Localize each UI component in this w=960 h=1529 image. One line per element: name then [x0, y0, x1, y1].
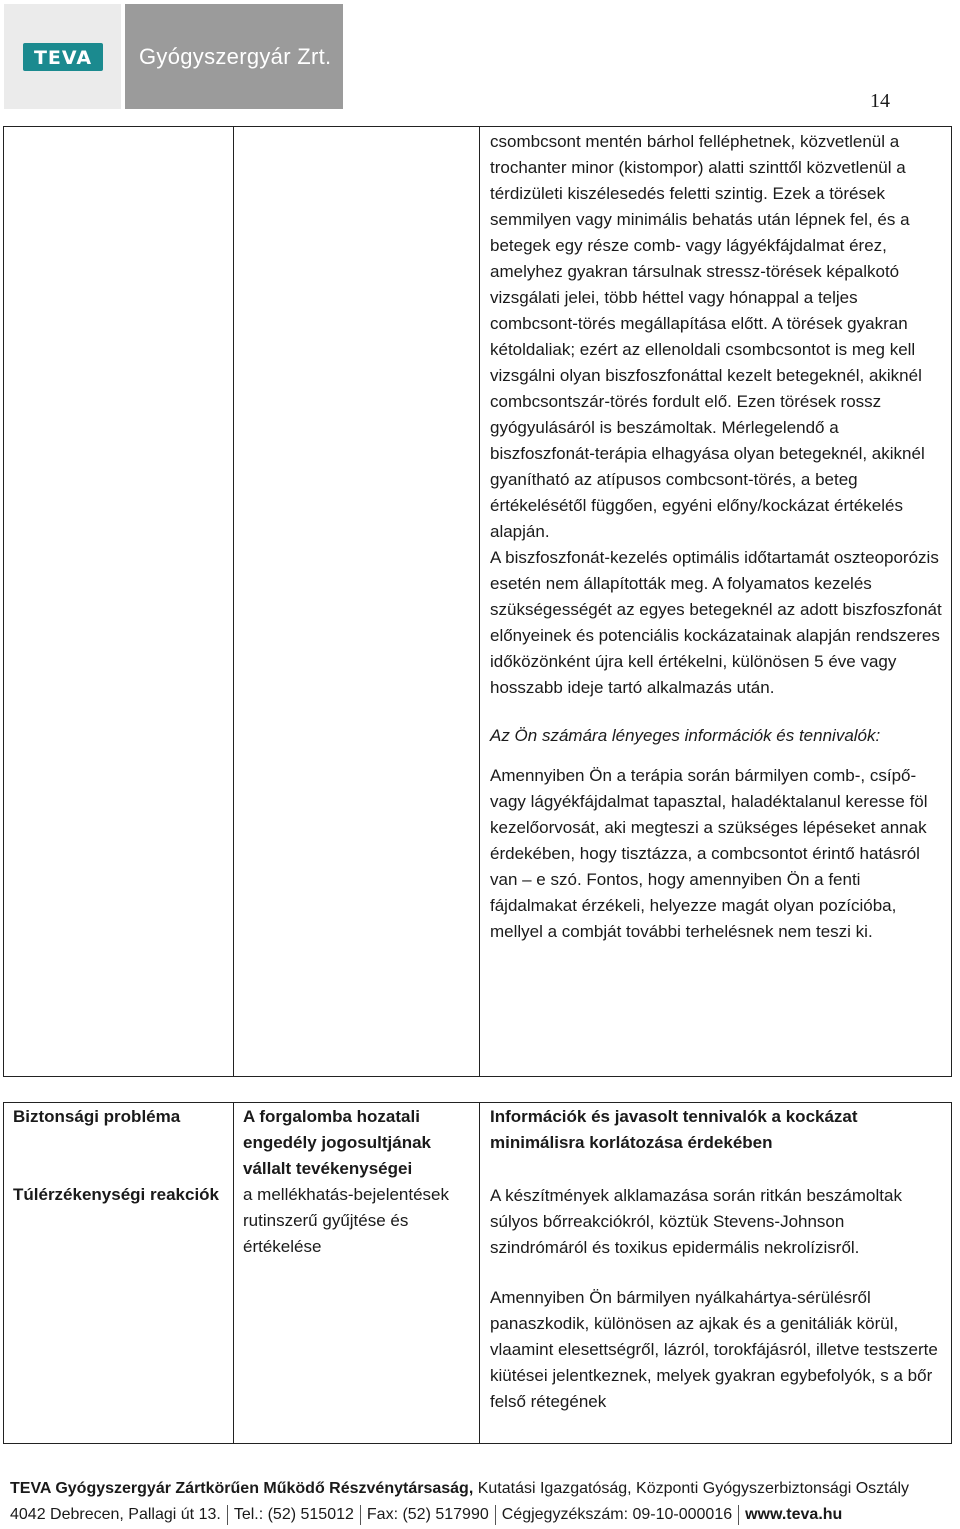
footer-registry: Cégjegyzékszám: 09-10-000016: [501, 1506, 733, 1523]
cell-safety-issue: [4, 1103, 234, 1444]
teva-logo-icon: [23, 43, 103, 71]
header-risk-minimisation: Információk és javasolt tennivalók a kockázat minimálisra korlátozása érdekében: [490, 1107, 858, 1152]
info-heading: Az Ön számára lényeges információk és tennivalók:: [490, 726, 881, 745]
paragraph-fracture-description: csombcsont mentén bárhol felléphetnek, közvetlenül a trochanter minor (kistompor) alatti szinttől közvetlenül a térdizületi kiszélesedés feletti szintig. Ezek a törések semmilyen vagy minimális behatás után lépnek fel, és a betegek egy része comb- vagy lágyékfájdalmat érez, amelyhez gyakran társulnak stressz-törések képalkotó vizsgálati jelei, több héttel vagy hónappal a teljes combcsont-törés megállapítása előtt. A törések gyakran kétoldaliak; ezért az ellenoldali csombcsontot is meg kell vizsgálni olyan biszfoszfonáttal kezelt betegeknél, akiknél combcsontszár-törés fordult elő. Ezen törések rossz gyógyulásáról is beszámoltak. Mérlegelendő a biszfoszfonát-terápia elhagyása olyan betegeknél, akiknél gyanítható az atípusos combcsont-törés, a beteg értékelésétől függően, egyéni előny/kockázat értékelés alapján.: [490, 132, 925, 541]
paragraph-treatment-duration: A biszfoszfonát-kezelés optimális időtartamát oszteoporózis esetén nem állapították meg. A folyamatos kezelés szükségességét az egyes betegeknél az adott biszfoszfonát előnyeinek és potenciális kockázatainak alapján rendszeres időközönként újra kell értékelni, különösen 5 éve vagy hosszabb ideje tartó alkalmazás után.: [490, 548, 942, 697]
cell-activities: [234, 1103, 480, 1444]
footer-company-name: TEVA Gyógyszergyár Zártkörűen Működő Részvénytársaság,: [10, 1480, 474, 1497]
cell-risk-minimisation: [480, 1103, 952, 1444]
footer-department: Kutatási Igazgatóság, Központi Gyógyszerbiztonsági Osztály: [473, 1480, 910, 1497]
footer-website-link[interactable]: www.teva.hu: [745, 1506, 843, 1523]
paragraph-skin-reactions: A készítmények alklamazása során ritkán beszámoltak súlyos bőrreakciókról, köztük Stevens-Johnson szindrómáról és toxikus epidermális nekrolízisről.: [490, 1186, 902, 1257]
risk-table-continued: [3, 126, 952, 1077]
footer-company-line: [10, 1476, 955, 1502]
paragraph-patient-advice: Amennyiben Ön a terápia során bármilyen comb-, csípő- vagy lágyékfájdalmat tapasztal, haladéktalanul keresse föl kezelőorvosát, aki megteszi a szükséges lépéseket annak érdekében, hogy tisztázza, a combcsontot érintő hatásról van – e szó. Fontos, hogy amennyiben Ön a fenti fájdalmakat érzékeli, helyezze magát olyan pozícióba, mellyel a combját további terhelésnek nem teszi ki.: [490, 766, 928, 941]
header-activities: A forgalomba hozatali engedély jogosultjának vállalt tevékenységei: [243, 1107, 431, 1178]
risk-table-hypersensitivity: [3, 1102, 952, 1444]
teva-logo: [4, 4, 121, 109]
company-name: Gyógyszergyár Zrt.: [125, 4, 343, 109]
cell-activities-empty: [234, 127, 480, 1077]
footer-address: 4042 Debrecen, Pallagi út 13.: [10, 1506, 221, 1523]
paragraph-mucosal-advice: Amennyiben Ön bármilyen nyálkahártya-sérülésről panaszkodik, különösen az ajkak és a genitáliák körül, vlaamint elesettségről, lázról, torokfájásról, illetve testszerte kiütései jelentkeznek, melyek gyakran egybefolyók, s a bőr felső rétegének: [490, 1288, 938, 1411]
footer-contact-line: [10, 1502, 955, 1528]
svg-text:TEVA: TEVA: [33, 46, 92, 69]
cell-information: [480, 127, 952, 1077]
header-logo: [4, 4, 343, 109]
activities-value: a mellékhatás-bejelentések rutinszerű gyűjtése és értékelése: [243, 1185, 450, 1256]
safety-issue-value: Túlérzékenységi reakciók: [13, 1185, 220, 1204]
footer-fax: Fax: (52) 517990: [366, 1506, 489, 1523]
header-safety-issue: Biztonsági probléma: [13, 1107, 181, 1126]
page-number: 14: [870, 90, 890, 112]
footer-tel: Tel.: (52) 515012: [233, 1506, 354, 1523]
footer: [10, 1476, 955, 1528]
cell-safety-issue-empty: [4, 127, 234, 1077]
